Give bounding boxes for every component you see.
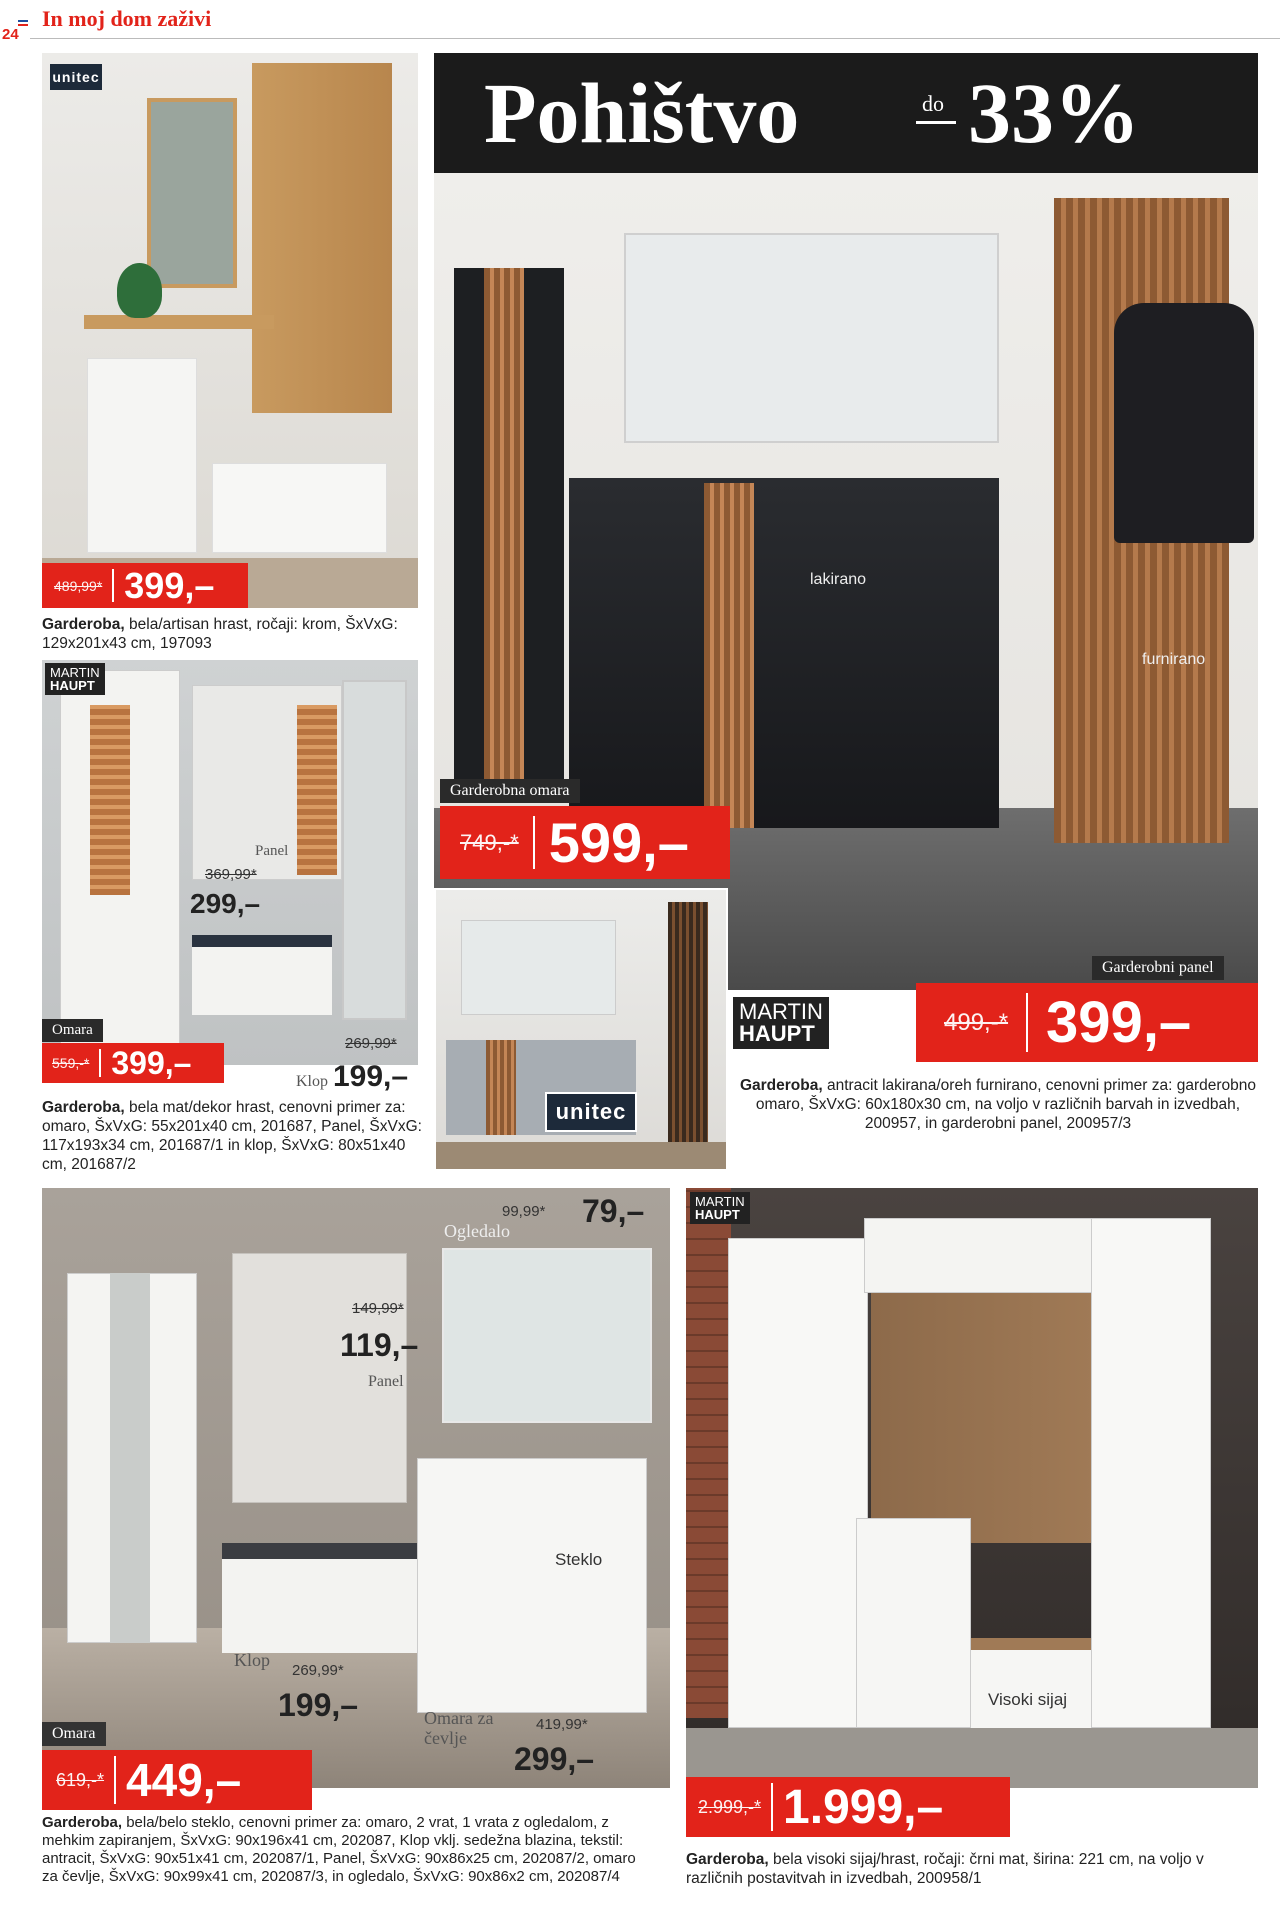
old-price: 499,-* — [944, 1008, 1009, 1036]
price-separator — [114, 1756, 116, 1804]
logo-line-haupt: HAUPT — [50, 678, 95, 693]
new-price: 1.999,– — [783, 1780, 944, 1834]
cabinet-white — [87, 358, 197, 553]
panel-old-price: 149,99* — [352, 1300, 404, 1317]
panel-new-price: 119,– — [340, 1327, 419, 1363]
shoe-cabinet-lakirano — [569, 478, 999, 828]
price-tag-panel-3 — [916, 983, 1258, 1062]
lakirano-label: lakirano — [810, 571, 867, 588]
price-tag-omara-4 — [42, 1750, 312, 1810]
brick-wall — [686, 1188, 731, 1718]
omara-label: Omara — [42, 1722, 106, 1746]
cevlje-new-price: 299,– — [514, 1741, 595, 1777]
klop-new-price: 199,– — [333, 1060, 409, 1093]
new-price: 399,– — [124, 564, 215, 606]
product-details: bela visoki sijaj/hrast, ročaji: črni mat, širina: 221 cm, na voljo v različnih postavitvah in izvedbah, 200958/1 — [686, 1851, 1204, 1887]
klop-old-price: 269,99* — [345, 1035, 397, 1052]
inset-panel — [668, 902, 708, 1160]
product-details: antracit lakirana/oreh furnirano, cenovni primer za: garderobno omaro, ŠxVxG: 60x180x30 cm, na voljo v različnih barvah in izvedbah, 200957, in garderobni panel, 200957/3 — [755, 1077, 1257, 1132]
header-title: In moj dom zaživi — [42, 6, 212, 31]
unitec-logo: unitec — [50, 64, 102, 90]
top-cabinets — [864, 1218, 1094, 1293]
klop-label: Klop — [234, 1650, 270, 1670]
panel-old-price: 369,99* — [205, 866, 257, 883]
product-name: Garderoba, — [739, 1077, 823, 1094]
old-price: 559,-* — [52, 1055, 90, 1071]
panel-label: Panel — [255, 843, 289, 859]
new-price: 399,– — [1046, 990, 1192, 1055]
page-number-mark — [18, 24, 28, 26]
product-name: Garderoba, — [686, 1851, 769, 1868]
product-details: bela/belo steklo, cenovni primer za: omaro, 2 vrat, 1 vrata z ogledalom, z mehkim zapiranjem, ŠxVxG: 90x196x41 cm, 202087, Klop vklj. sedežna blazina, tekstil: antracit, ŠxVxG: 90x51x41 cm, 202087/1, Panel, ŠxVxG: 90x86x25 cm, 202087/2, omaro za čevlje, ŠxVxG: 90x99x41 cm, 202087/3, in ogledalo, ŠxVxG: 90x86x2 cm, 202087/4 — [42, 1814, 636, 1885]
shoe-cabinet-steklo — [417, 1458, 647, 1713]
klop-label: Klop — [296, 1073, 328, 1090]
cevlje-old-price: 419,99* — [536, 1716, 588, 1733]
oak-slats — [90, 705, 130, 895]
logo-line-haupt: HAUPT — [695, 1207, 740, 1222]
martin-haupt-logo — [45, 663, 105, 695]
bench — [192, 935, 332, 1015]
panel-oak-slats — [297, 705, 337, 875]
oak-top — [84, 315, 274, 329]
product-description-5 — [686, 1850, 1258, 1888]
klop-old-price: 269,99* — [292, 1662, 344, 1679]
new-price: 399,– — [111, 1044, 192, 1081]
product-description-1 — [42, 615, 412, 653]
oak-back-panel — [871, 1293, 1096, 1543]
inset-mirror — [461, 920, 616, 1015]
product-details: bela/artisan hrast, ročaji: krom, ŠxVxG: 129x201x43 cm, 197093 — [42, 616, 398, 652]
old-price: 619,-* — [56, 1769, 105, 1790]
ogledalo-label: Ogledalo — [444, 1221, 510, 1241]
product-name: Garderoba, — [42, 1099, 125, 1116]
panel-label: Panel — [368, 1373, 404, 1390]
product-photo-1 — [42, 53, 418, 608]
bench-white — [212, 463, 387, 553]
price-separator — [99, 1049, 101, 1077]
logo-line-martin: MARTIN — [739, 999, 823, 1024]
product-description-3 — [734, 1076, 1262, 1133]
price-separator — [1026, 993, 1028, 1052]
new-price: 449,– — [126, 1754, 242, 1806]
panel-new-price: 299,– — [190, 888, 261, 919]
bench — [222, 1543, 417, 1653]
page-number: 24 — [2, 26, 19, 43]
furnirano-label: furnirano — [1142, 651, 1206, 668]
product-photo-2 — [42, 660, 418, 1065]
jacket — [1114, 303, 1254, 543]
old-price: 489,99* — [54, 577, 103, 594]
banner — [434, 53, 1258, 173]
martin-haupt-logo — [690, 1192, 750, 1224]
inset-slats — [486, 1040, 516, 1135]
garderobna-omara-label: Garderobna omara — [440, 779, 580, 803]
tall-cabinet-slats — [484, 268, 524, 788]
old-price: 749,-* — [460, 829, 519, 855]
vase-green — [117, 263, 162, 318]
product-description-2 — [42, 1098, 422, 1174]
drawer-unit — [856, 1518, 971, 1728]
wardrobe-mirror — [110, 1273, 150, 1643]
visoki-sijaj-label: Visoki sijaj — [988, 1690, 1068, 1709]
omara-label: Omara — [42, 1019, 103, 1042]
wardrobe-left — [728, 1238, 868, 1728]
ogledalo-old-price: 99,99* — [502, 1203, 546, 1220]
price-tag-omara — [42, 1043, 224, 1083]
product-name: Garderoba, — [42, 1814, 123, 1831]
unitec-logo: unitec — [545, 1092, 637, 1132]
price-separator — [533, 816, 535, 869]
martin-haupt-logo — [733, 997, 829, 1049]
cevlje-label — [424, 1708, 524, 1748]
klop-new-price: 199,– — [278, 1687, 359, 1723]
mirror-wall — [624, 233, 999, 443]
mirror-ogledalo — [442, 1248, 652, 1423]
logo-line-haupt: HAUPT — [739, 1021, 815, 1046]
banner-do: do — [922, 91, 944, 116]
steklo-label: Steklo — [555, 1550, 603, 1569]
product-photo-5 — [686, 1188, 1258, 1788]
new-price: 599,– — [548, 811, 689, 874]
product-description-4 — [42, 1814, 642, 1886]
garderobni-panel-label: Garderobni panel — [1092, 956, 1224, 980]
wall-panel-oak — [252, 63, 392, 413]
shoe-cabinet-slats — [704, 483, 754, 828]
mirror — [147, 98, 237, 288]
product-name: Garderoba, — [42, 616, 125, 633]
price-separator — [771, 1783, 773, 1831]
inset-floor — [436, 1142, 728, 1171]
ogledalo-new-price: 79,– — [582, 1193, 645, 1229]
price-tag-5 — [686, 1777, 1010, 1837]
banner-title: Pohištvo — [484, 65, 800, 161]
price-separator — [112, 569, 114, 602]
banner-do-rule — [916, 121, 956, 124]
page-number-mark — [18, 20, 28, 22]
logo-line-martin: MARTIN — [695, 1194, 745, 1209]
wardrobe-right — [1091, 1218, 1211, 1728]
header-rule — [30, 38, 1280, 39]
old-price: 2.999,-* — [698, 1796, 762, 1817]
price-tag-1 — [42, 563, 248, 608]
price-tag-omara-3 — [440, 806, 730, 879]
product-details: bela mat/dekor hrast, cenovni primer za: omaro, ŠxVxG: 55x201x40 cm, 201687, Panel, ŠxVxG: 117x193x34 cm, 201687/1 in klop, ŠxVxG: 80x51x40 cm, 201687/2 — [42, 1099, 422, 1173]
logo-line-martin: MARTIN — [50, 665, 100, 680]
banner-percent: 33% — [968, 65, 1140, 161]
cevlje-label-text: Omara za čevlje — [424, 1708, 494, 1748]
mirror-standing — [342, 680, 407, 1020]
bench — [971, 1638, 1096, 1728]
